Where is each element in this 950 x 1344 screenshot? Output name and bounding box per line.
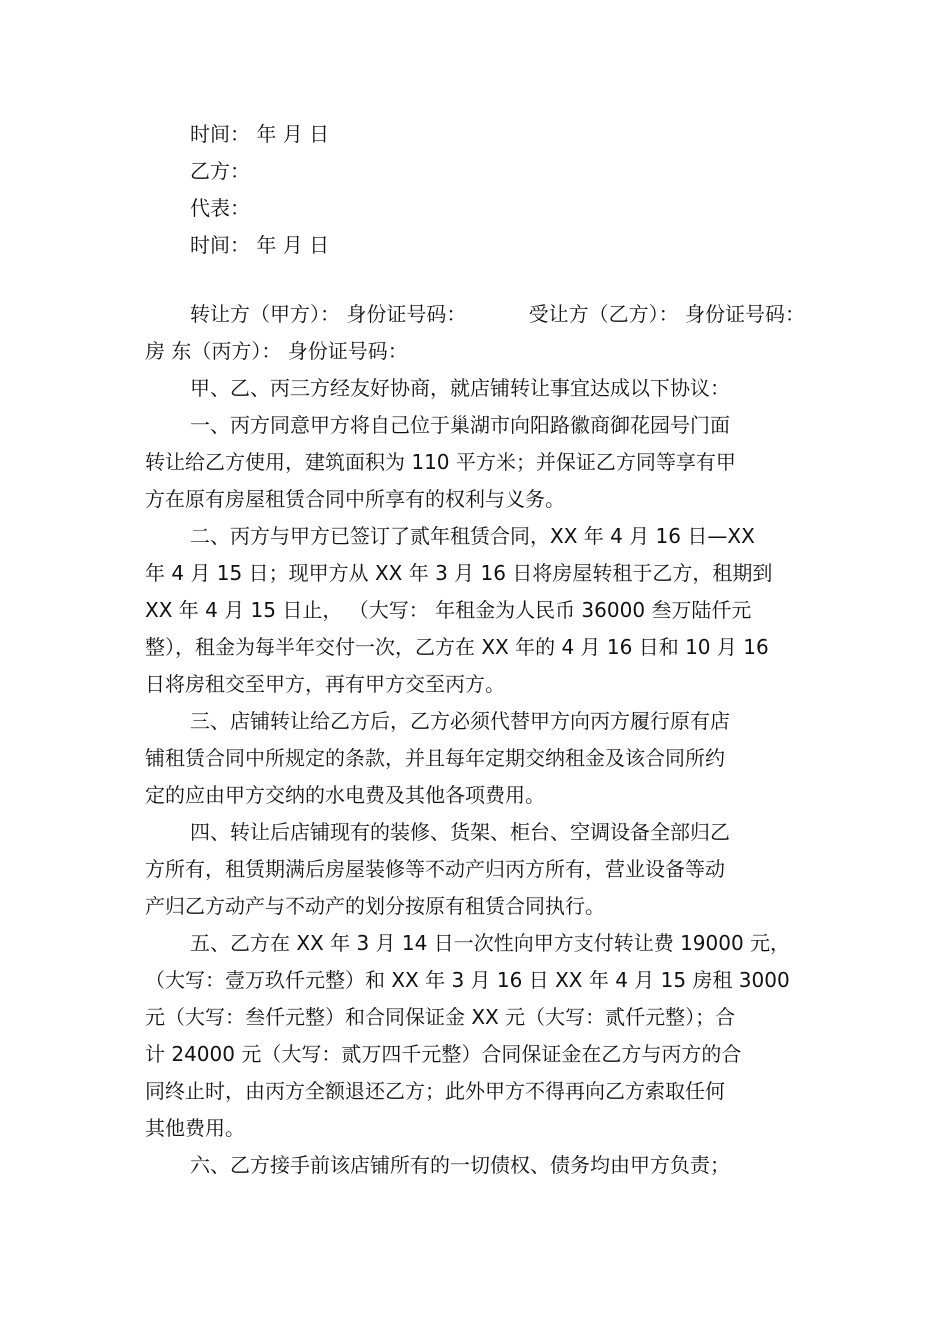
- transferor-label: 转让方（甲方）： 身份证号码：: [190, 302, 467, 326]
- clause-line: 方在原有房屋租赁合同中所享有的权利与义务。: [145, 487, 565, 511]
- landlord-line: 房 东（丙方）： 身份证号码：: [145, 339, 408, 363]
- clause-line: 计 24000 元（大写：贰万四千元整）合同保证金在乙方与丙方的合: [145, 1042, 742, 1066]
- clause-line: 定的应由甲方交纳的水电费及其他各项费用。: [145, 783, 545, 807]
- signature-time-1: 时间： 年 月 日: [190, 122, 330, 146]
- clause-line: 其他费用。: [145, 1116, 245, 1140]
- clause-4: [145, 814, 805, 925]
- clause-line: 五、乙方在 XX 年 3 月 14 日一次性向甲方支付转让费 19000 元，: [190, 931, 791, 955]
- clause-line: 日将房租交至甲方，再有甲方交至丙方。: [145, 672, 505, 696]
- clause-line: 六、乙方接手前该店铺所有的一切债权、债务均由甲方负责；: [190, 1153, 730, 1177]
- transferee-label: 受让方（乙方）： 身份证号码：: [528, 302, 805, 326]
- section-gap: [145, 264, 805, 296]
- clause-3: [145, 703, 805, 814]
- clause-5: [145, 925, 805, 1147]
- clause-line: 铺租赁合同中所规定的条款，并且每年定期交纳租金及该合同所约: [145, 746, 725, 770]
- document-page: [145, 116, 805, 1184]
- clause-line: （大写：壹万玖仟元整）和 XX 年 3 月 16 日 XX 年 4 月 15 房租 3000: [145, 968, 790, 992]
- clause-line: 三、店铺转让给乙方后，乙方必须代替甲方向丙方履行原有店: [190, 709, 730, 733]
- clause-line: 一、丙方同意甲方将自己位于巢湖市向阳路徽商御花园号门面: [190, 413, 730, 437]
- parties-line-1: [145, 296, 805, 333]
- signature-time-2: 时间： 年 月 日: [190, 233, 330, 257]
- clause-line: XX 年 4 月 15 日止， （大写： 年租金为人民币 36000 叁万陆仟元: [145, 598, 752, 622]
- clause-1: [145, 407, 805, 518]
- clause-line: 二、丙方与甲方已签订了贰年租赁合同，XX 年 4 月 16 日—XX: [190, 524, 755, 548]
- clause-line: 产归乙方动产与不动产的划分按原有租赁合同执行。: [145, 894, 605, 918]
- clause-line: 元（大写：叁仟元整）和合同保证金 XX 元（大写：贰仟元整）；合: [145, 1005, 736, 1029]
- clause-line: 四、转让后店铺现有的装修、货架、柜台、空调设备全部归乙: [190, 820, 730, 844]
- clause-line: 整），租金为每半年交付一次，乙方在 XX 年的 4 月 16 日和 10 月 16: [145, 635, 769, 659]
- signature-party-b: 乙方：: [190, 159, 250, 183]
- intro-paragraph: 甲、乙、丙三方经友好协商，就店铺转让事宜达成以下协议：: [190, 376, 730, 400]
- clause-2: [145, 518, 805, 703]
- clause-6: [145, 1147, 805, 1184]
- clause-line: 年 4 月 15 日；现甲方从 XX 年 3 月 16 日将房屋转租于乙方，租期到: [145, 561, 773, 585]
- clause-line: 同终止时，由丙方全额退还乙方；此外甲方不得再向乙方索取任何: [145, 1079, 725, 1103]
- clause-line: 转让给乙方使用，建筑面积为 110 平方米；并保证乙方同等享有甲: [145, 450, 736, 474]
- signature-representative: 代表：: [190, 196, 250, 220]
- clause-line: 方所有，租赁期满后房屋装修等不动产归丙方所有，营业设备等动: [145, 857, 725, 881]
